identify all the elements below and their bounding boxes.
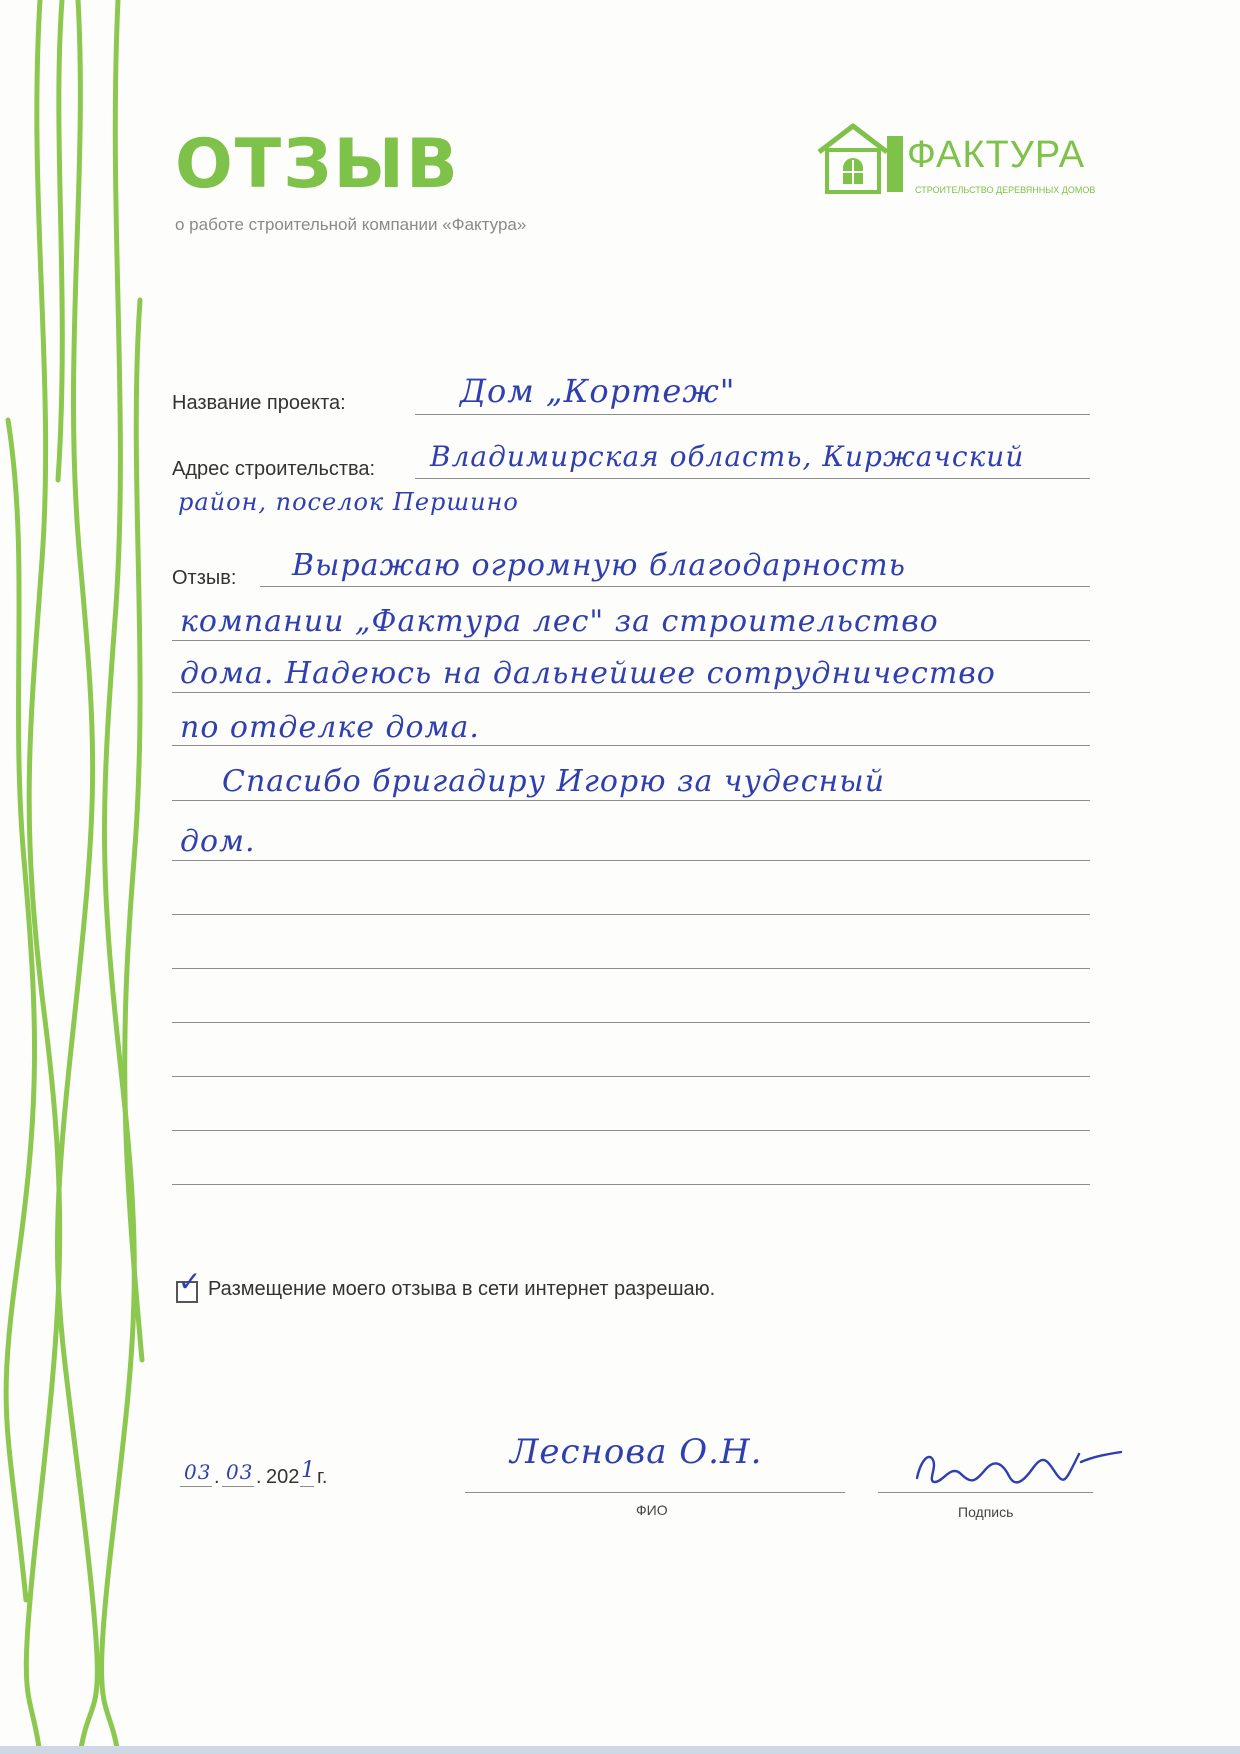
project-line bbox=[415, 414, 1090, 415]
review-text-line: дома. Надеюсь на дальнейшее сотрудничество bbox=[180, 656, 996, 691]
house-icon bbox=[815, 122, 905, 197]
project-label: Название проекта: bbox=[172, 392, 346, 414]
date-year-last: 1 bbox=[301, 1458, 316, 1483]
address-label: Адрес строительства: bbox=[172, 458, 376, 480]
review-label: Отзыв: bbox=[172, 567, 237, 589]
date-day-line bbox=[180, 1486, 212, 1487]
review-line-11 bbox=[172, 1130, 1090, 1131]
signature-caption: Подпись bbox=[958, 1504, 1014, 1520]
review-text-line: Спасибо бригадиру Игорю за чудесный bbox=[222, 764, 886, 799]
address-value-line1: Владимирская область, Киржачский bbox=[430, 440, 1025, 473]
date-year-prefix: 202 bbox=[266, 1466, 300, 1488]
review-line-7 bbox=[172, 914, 1090, 915]
date-year-line bbox=[300, 1486, 314, 1487]
logo-name: ФАКТУРА bbox=[907, 134, 1086, 176]
date-day: 03 bbox=[184, 1460, 212, 1484]
review-text-line: дом. bbox=[180, 824, 256, 859]
fio-caption: ФИО bbox=[636, 1502, 668, 1518]
page-title: ОТЗЫВ bbox=[175, 125, 460, 204]
project-value: Дом „Кортеж" bbox=[460, 372, 736, 410]
fio-line bbox=[465, 1492, 845, 1493]
review-line-12 bbox=[172, 1184, 1090, 1185]
review-line-6 bbox=[172, 860, 1090, 861]
address-value-line2: район, поселок Першино bbox=[178, 488, 519, 516]
review-text-line: компании „Фактура лес" за строительство bbox=[180, 604, 939, 639]
fio-value: Леснова О.Н. bbox=[510, 1432, 763, 1472]
signature-line bbox=[878, 1492, 1093, 1493]
review-line-9 bbox=[172, 1022, 1090, 1023]
company-logo bbox=[815, 122, 1095, 202]
date-suffix: г. bbox=[317, 1466, 328, 1488]
review-line-10 bbox=[172, 1076, 1090, 1077]
review-line-2 bbox=[172, 640, 1090, 641]
review-text-line: Выражаю огромную благодарность bbox=[292, 548, 907, 583]
signature-image bbox=[905, 1438, 1125, 1494]
decorative-green-stripes bbox=[0, 0, 160, 1754]
page-subtitle: о работе строительной компании «Фактура» bbox=[175, 215, 527, 234]
address-line-1 bbox=[415, 478, 1090, 479]
review-line-1 bbox=[260, 586, 1090, 587]
date-month-line bbox=[222, 1486, 254, 1487]
scan-edge bbox=[0, 1746, 1240, 1754]
review-line-3 bbox=[172, 692, 1090, 693]
date-separator: . bbox=[214, 1466, 220, 1488]
review-line-5 bbox=[172, 800, 1090, 801]
review-line-4 bbox=[172, 745, 1090, 746]
date-separator: . bbox=[256, 1466, 262, 1488]
review-text-line: по отделке дома. bbox=[180, 710, 480, 745]
consent-text: Размещение моего отзыва в сети интернет разрешаю. bbox=[208, 1278, 716, 1300]
date-month: 03 bbox=[226, 1460, 254, 1484]
checkmark-icon: ✓ bbox=[178, 1266, 202, 1297]
review-line-8 bbox=[172, 968, 1090, 969]
logo-tagline: СТРОИТЕЛЬСТВО ДЕРЕВЯННЫХ ДОМОВ bbox=[915, 185, 1096, 195]
